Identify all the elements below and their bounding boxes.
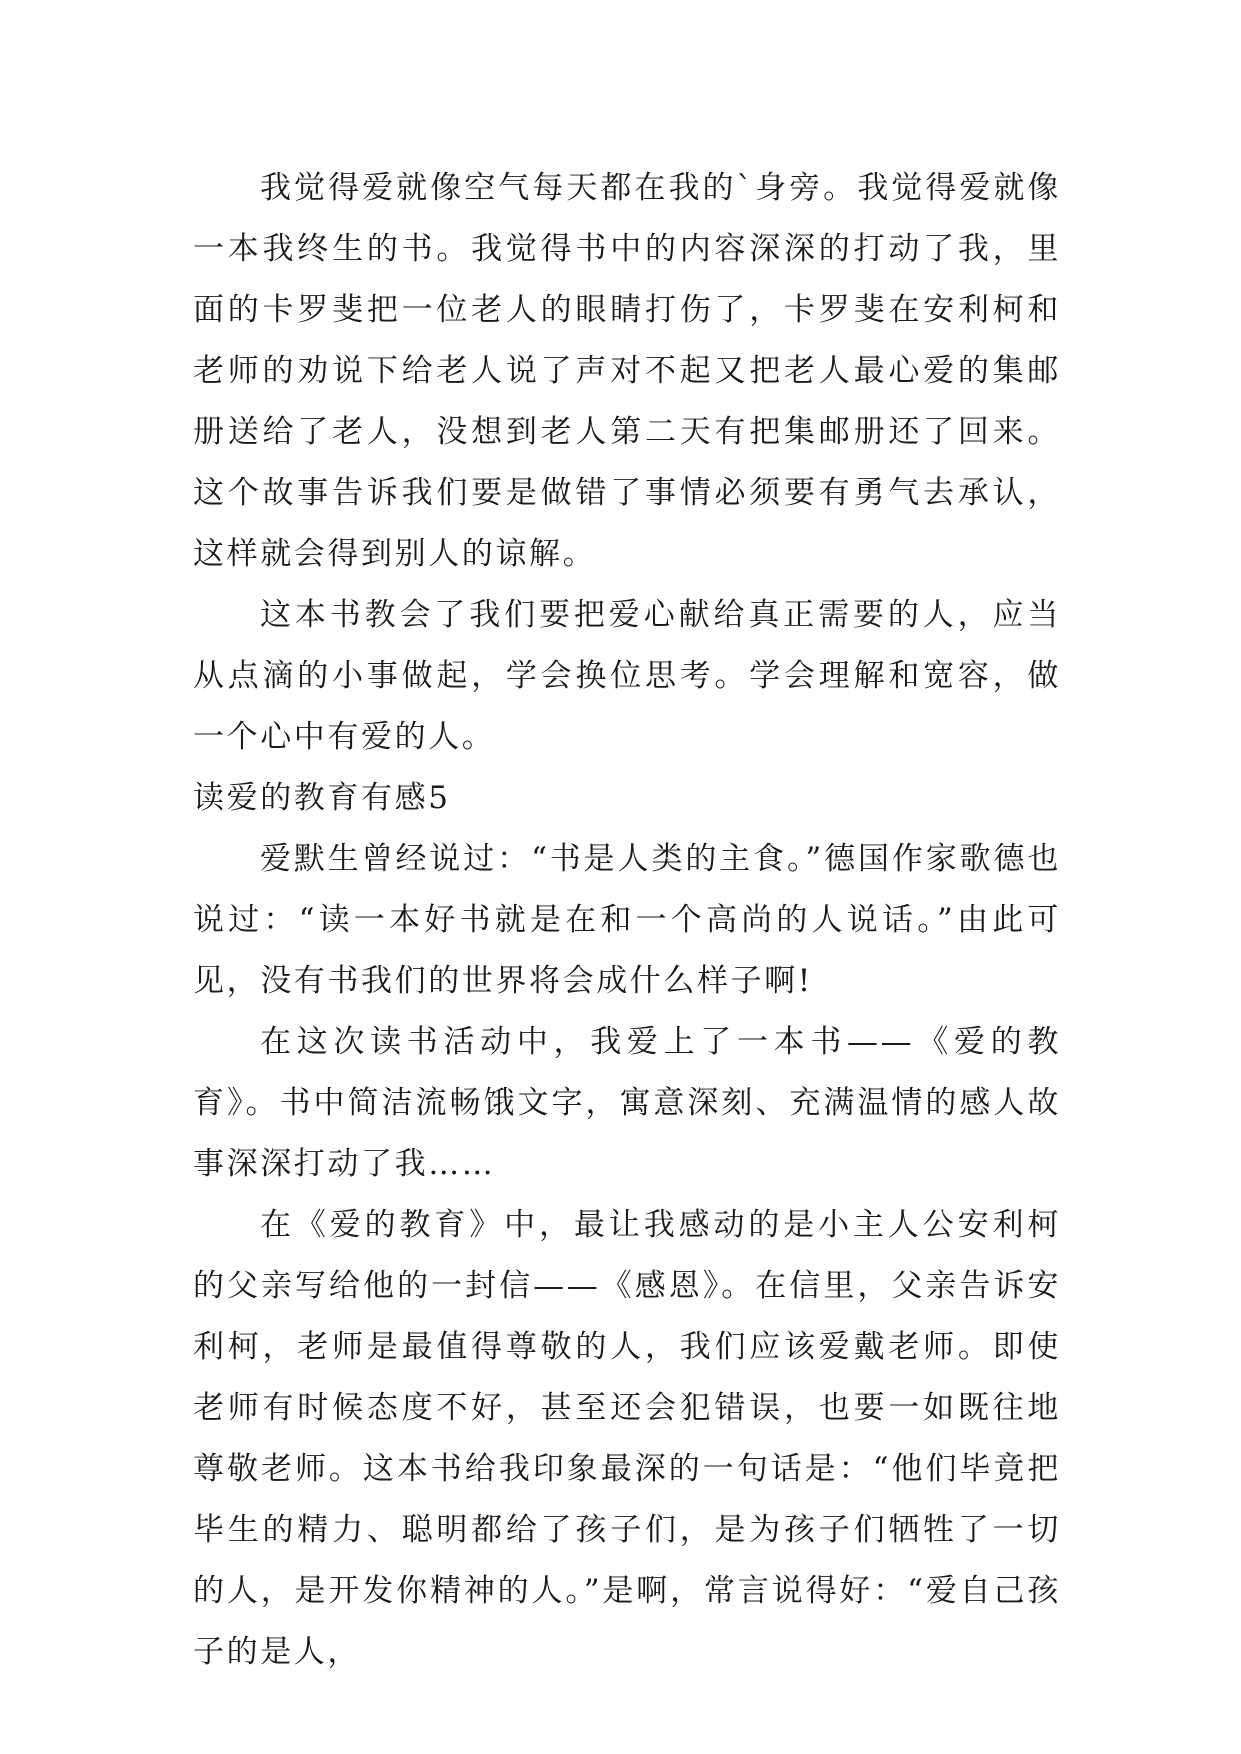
paragraph-2: 这本书教会了我们要把爱心献给真正需要的人，应当从点滴的小事做起，学会换位思考。学会理解和宽容，做一个心中有爱的人。 — [193, 597, 1061, 755]
paragraph-4: 在这次读书活动中，我爱上了一本书——《爱的教育》。书中简洁流畅饿文字，寓意深刻、充满温情的感人故事深深打动了我…… — [193, 1024, 1061, 1182]
paragraph-3: 爱默生曾经说过：“书是人类的主食。”德国作家歌德也说过：“读一本好书就是在和一个高尚的人说话。”由此可见，没有书我们的世界将会成什么样子啊! — [193, 841, 1061, 999]
paragraph-5: 在《爱的教育》中，最让我感动的是小主人公安利柯的父亲写给他的一封信——《感恩》。在信里，父亲告诉安利柯，老师是最值得尊敬的人，我们应该爱戴老师。即使老师有时候态度不好，甚至还会犯错误，也要一如既往地尊敬老师。这本书给我印象最深的一句话是：“他们毕竟把毕生的精力、聪明都给了孩子们，是为孩子们牺牲了一切的人，是开发你精神的人。”是啊，常言说得好：“爱自己孩子的是人， — [193, 1207, 1061, 1670]
paragraph-1: 我觉得爱就像空气每天都在我的`身旁。我觉得爱就像一本我终生的书。我觉得书中的内容深深的打动了我，里面的卡罗斐把一位老人的眼睛打伤了，卡罗斐在安利柯和老师的劝说下给老人说了声对不起又把老人最心爱的集邮册送给了老人，没想到老人第二天有把集邮册还了回来。这个故事告诉我们要是做错了事情必须要有勇气去承认，这样就会得到别人的谅解。 — [193, 170, 1061, 572]
section-heading: 读爱的教育有感5 — [193, 780, 451, 816]
document-page — [193, 158, 1061, 1683]
